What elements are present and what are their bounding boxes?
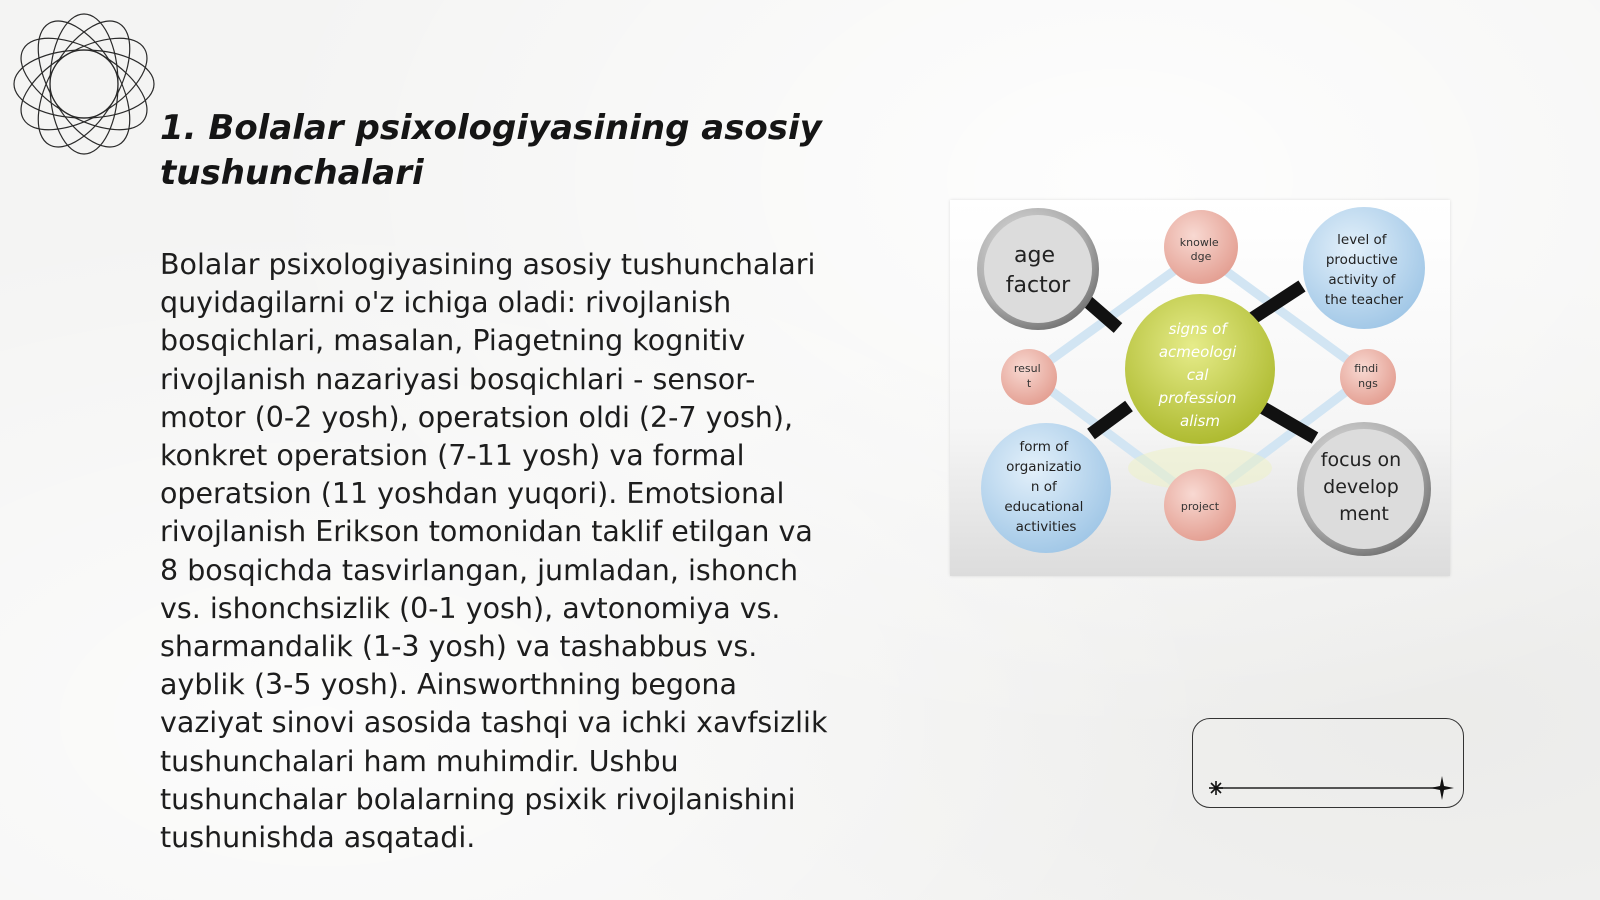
svg-text:focus on develop: focus on develop ment [1320, 449, 1402, 525]
center-line-3: cal [1186, 366, 1209, 384]
spirograph-logo [10, 10, 158, 158]
center-line-2: acmeologi [1158, 343, 1237, 361]
node-level-of-activity [1303, 207, 1425, 329]
center-node [1125, 294, 1275, 444]
center-line-5: alism [1180, 412, 1220, 430]
acmeology-diagram [950, 200, 1450, 576]
node-findings [1340, 349, 1396, 405]
center-line-1: signs of [1168, 320, 1227, 338]
node-result [1001, 349, 1057, 405]
slide-title: 1. Bolalar psixologiyasining asosiy tushunchalari [160, 108, 822, 193]
center-line-4: profession [1158, 389, 1237, 407]
svg-text:findi ngs: findi ngs [1354, 362, 1379, 390]
svg-text:age factor: age factor [1005, 243, 1071, 298]
node-age-factor [977, 208, 1099, 330]
svg-text:form of organizatio: form of organizatio n of educational activities [1004, 439, 1084, 535]
four-point-star-icon [1430, 776, 1454, 800]
svg-text:knowle dge: knowle dge [1179, 236, 1219, 263]
node-focus-on-development [1297, 422, 1431, 556]
node-form-of-organization [981, 423, 1111, 553]
svg-text:level of productive: level of productive activity of the teacher [1324, 232, 1404, 308]
svg-text:resul t: resul t [1013, 362, 1041, 390]
node-project [1164, 469, 1236, 541]
slide-body-text: Bolalar psixologiyasining asosiy tushunchalari quyidagilarni o'z ichiga oladi: rivojlanish bosqichlari, masalan, Piagetning kognitiv rivojlanish nazariyasi bosqichlari - sensor-motor (0-2 yosh), operatsion oldi (2-7 yosh), konkret operatsion (7-11 yosh) va formal operatsion (11 yoshdan yuqori). Emotsional rivojlanish Erikson tomonidan taklif etilgan va 8 bosqichda tasvirlangan, jumladan, ishonch vs. ishonchsizlik (0-1 yosh), avtonomiya vs. sharmandalik (1-3 yosh) va tashabbus vs. ayblik (3-5 yosh). Ainsworthning begona vaziyat sinovi asosida tashqi va ichki xavfsizlik tushunchalari ham muhimdir. Ushbu tushunchalar bolalarning psixik rivojlanishini tushunishda asqatadi. [160, 248, 828, 855]
sparkle-icon [1209, 781, 1223, 795]
svg-text:project: project [1180, 500, 1220, 513]
node-knowledge [1164, 210, 1238, 284]
decorative-slider-box [1192, 718, 1464, 808]
